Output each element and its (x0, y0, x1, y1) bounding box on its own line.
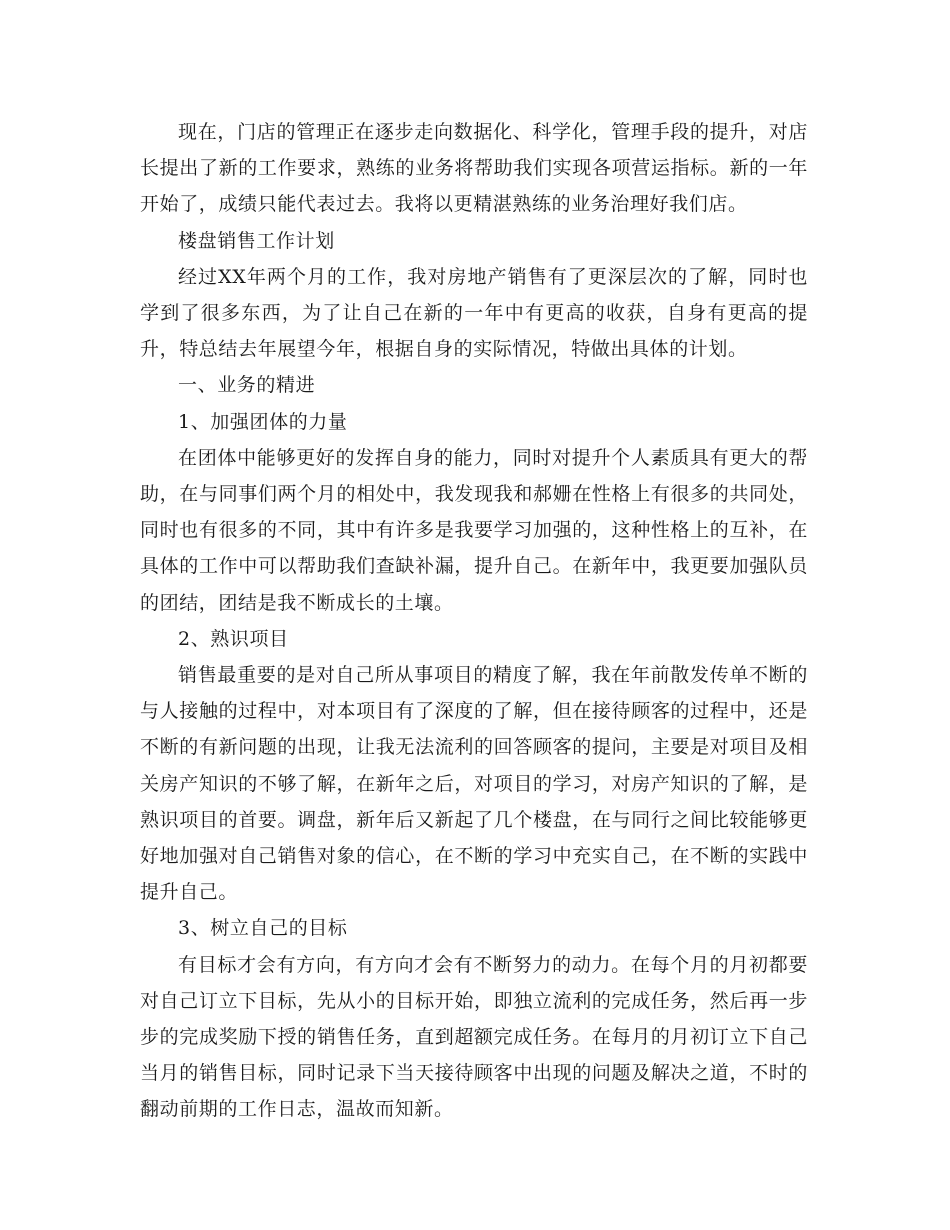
paragraph-intro: 现在，门店的管理正在逐步走向数据化、科学化，管理手段的提升，对店长提出了新的工作要求，熟练的业务将帮助我们实现各项营运指标。新的一年开始了，成绩只能代表过去。我将以更精湛熟练的业务治理好我们店。 (140, 121, 808, 216)
paragraph-set-goals: 有目标才会有方向，有方向才会有不断努力的动力。在每个月的月初都要对自己订立下目标，先从小的目标开始，即独立流利的完成任务，然后再一步步的完成奖励下授的销售任务，直到超额完成任务。在每月的月初订立下自己当月的销售目标，同时记录下当天接待顾客中出现的问题及解决之道，不时的翻动前期的工作日志，温故而知新。 (140, 953, 808, 1121)
paragraph-overview: 经过XX年两个月的工作，我对房地产销售有了更深层次的了解，同时也学到了很多东西，为了让自己在新的一年中有更高的收获，自身有更高的提升，特总结去年展望今年，根据自身的实际情况，特做出具体的计划。 (140, 265, 808, 361)
subheading-know-project: 2、熟识项目 (178, 627, 289, 650)
paragraph-team-strength: 在团体中能够更好的发挥自身的能力，同时对提升个人素质具有更大的帮助，在与同事们两个月的相处中，我发现我和郝姗在性格上有很多的共同处，同时也有很多的不同，其中有许多是我要学习加强的，这种性格上的互补，在具体的工作中可以帮助我们查缺补漏，提升自己。在新年中，我更要加强队员的团结，团结是我不断成长的土壤。 (140, 446, 808, 614)
document-body (140, 114, 808, 1128)
subheading-team-strength: 1、加强团体的力量 (178, 410, 348, 433)
subheading-set-goals: 3、树立自己的目标 (178, 917, 348, 940)
section-title: 楼盘销售工作计划 (178, 229, 335, 252)
heading-business-improvement: 一、业务的精进 (178, 374, 316, 397)
paragraph-know-project: 销售最重要的是对自己所从事项目的精度了解，我在年前散发传单不断的与人接触的过程中，对本项目有了深度的了解，但在接待顾客的过程中，还是不断的有新问题的出现，让我无法流利的回答顾客的提问，主要是对项目及相关房产知识的不够了解，在新年之后，对项目的学习，对房产知识的了解，是熟识项目的首要。调盘，新年后又新起了几个楼盘，在与同行之间比较能够更好地加强对自己销售对象的信心，在不断的学习中充实自己，在不断的实践中提升自己。 (140, 664, 808, 904)
